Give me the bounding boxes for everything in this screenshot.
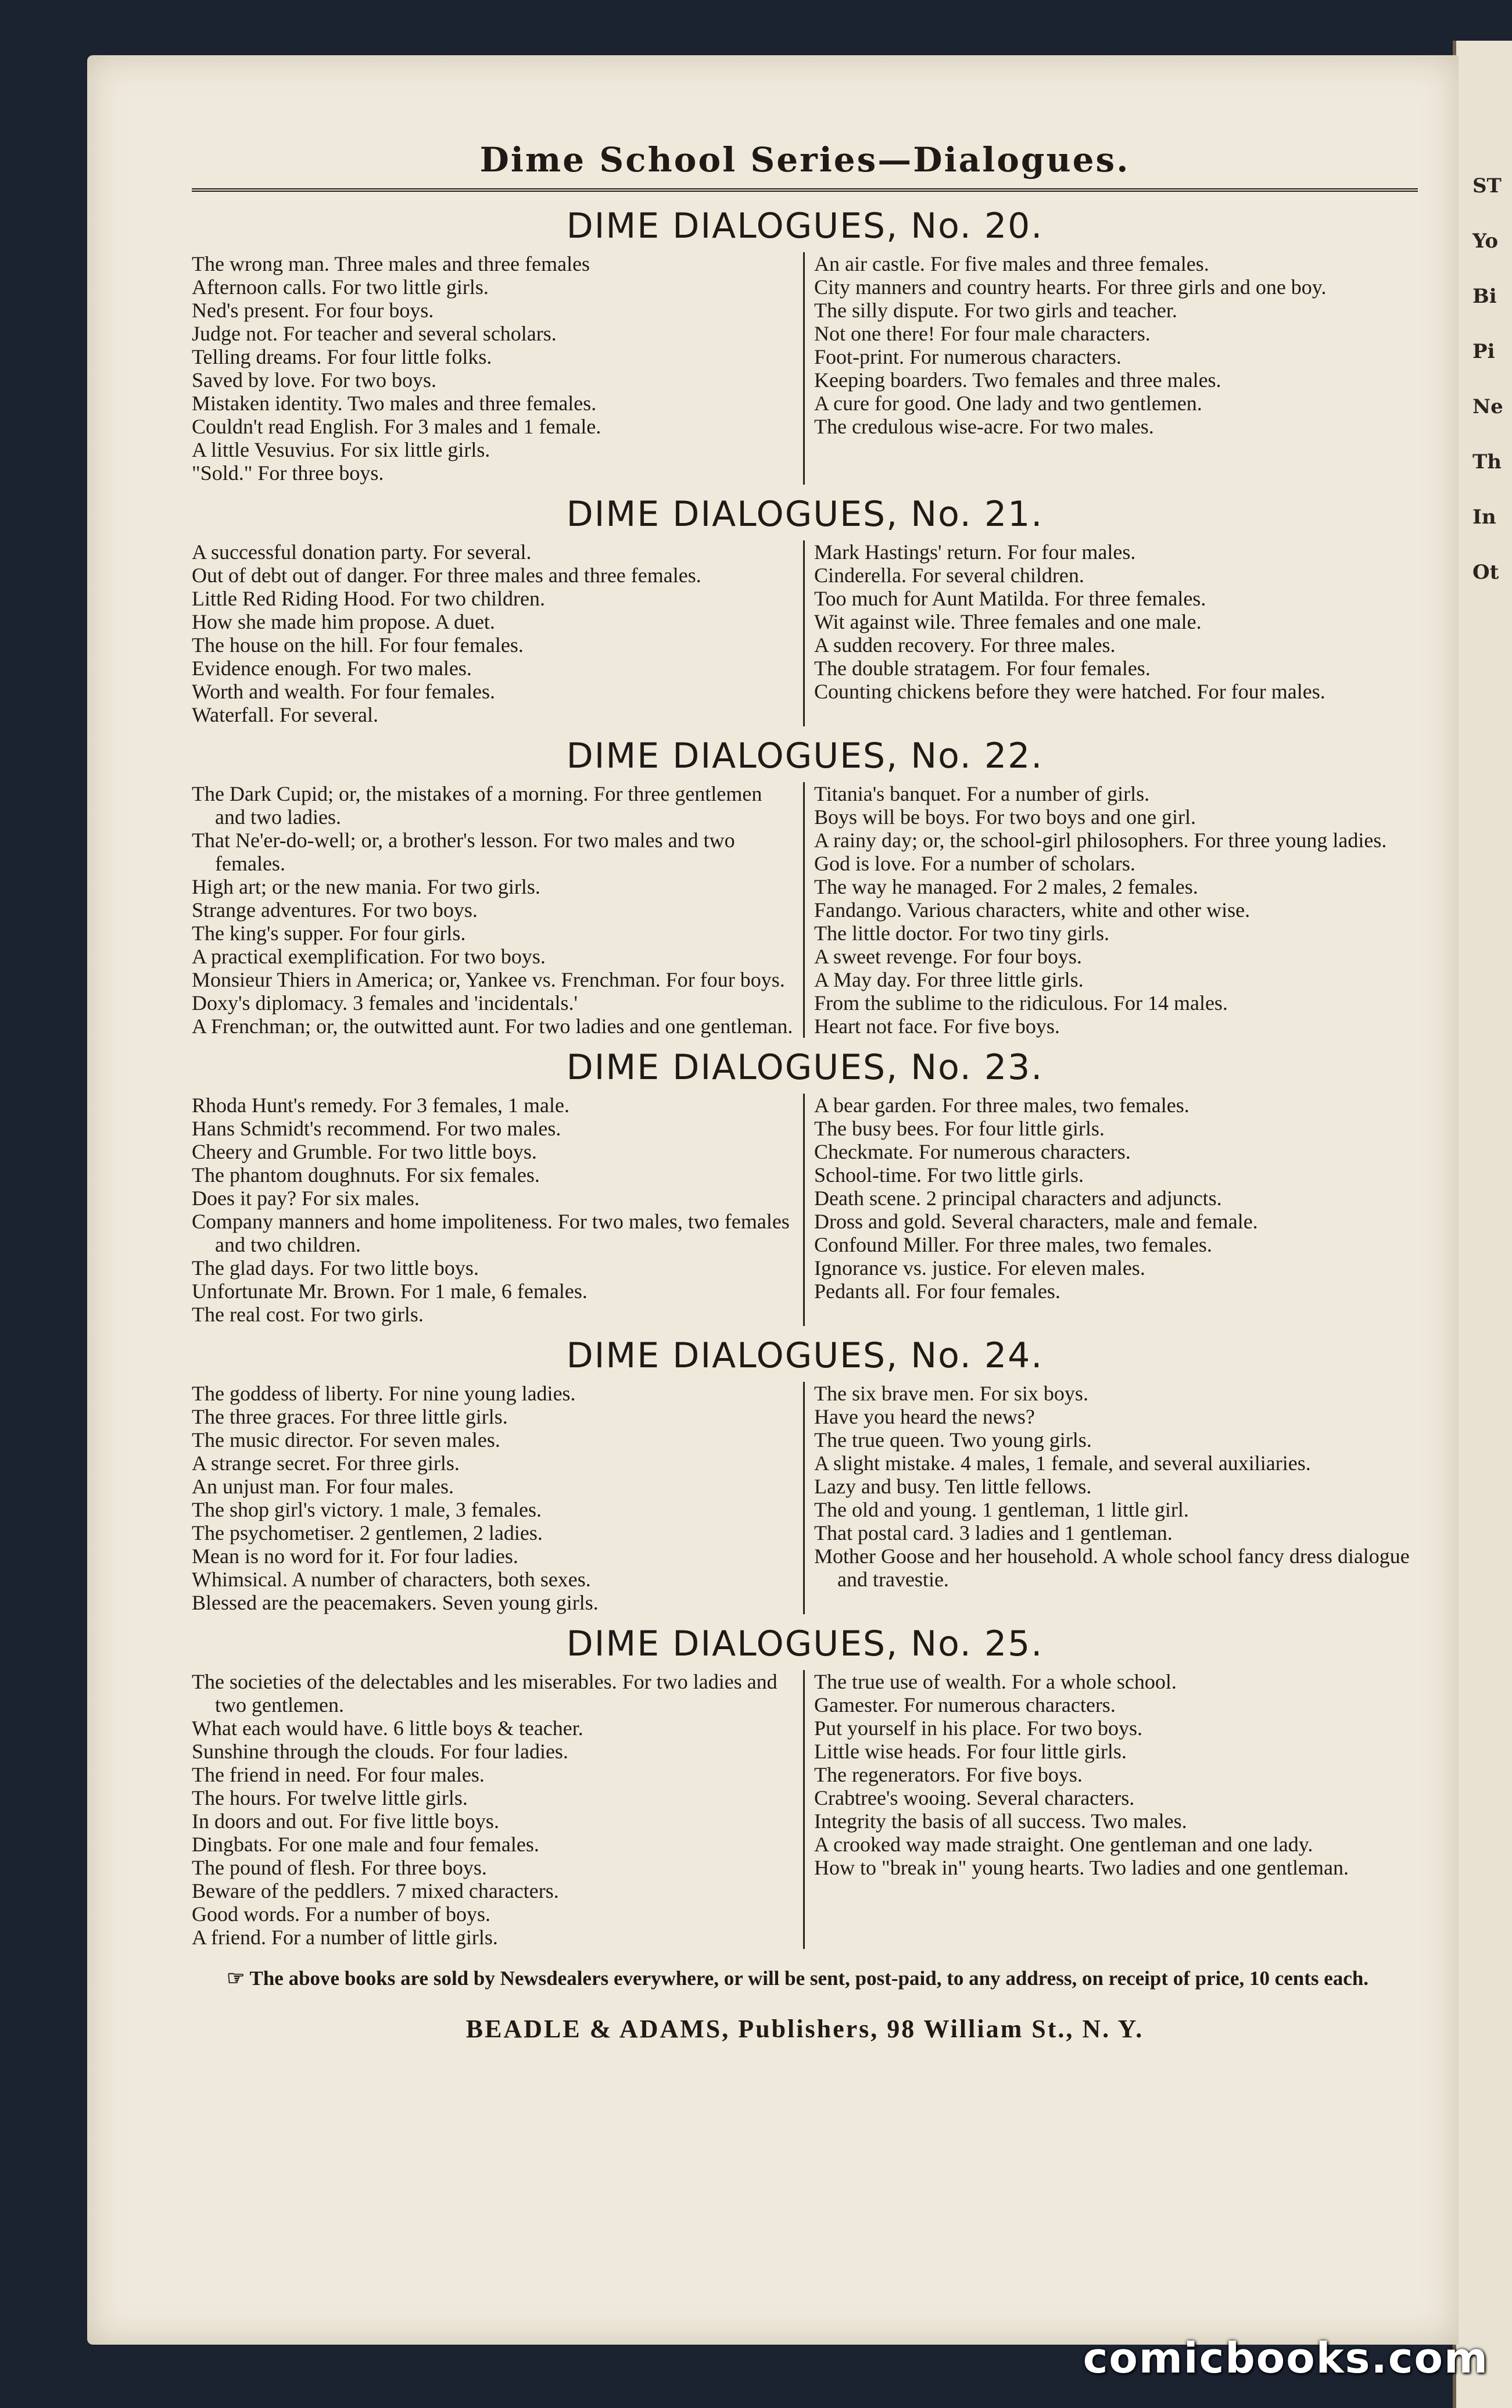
adjacent-page-fragment: Pi [1472,340,1495,363]
dialogue-entry: Confound Miller. For three males, two females. [814,1233,1212,1256]
section-columns [192,1670,1418,1949]
dialogue-entry: The credulous wise-acre. For two males. [814,415,1154,438]
section-columns [192,1094,1418,1326]
dialogue-entry: A May day. For three little girls. [814,968,1084,991]
dialogue-sections [192,205,1418,1949]
dialogue-entry: Integrity the basis of all success. Two males. [814,1809,1187,1833]
dialogue-entry: Wit against wile. Three females and one male. [814,610,1202,633]
dialogue-entry: Company manners and home impoliteness. For two males, two females and two children. [192,1210,790,1256]
ordering-note: ☞ The above books are sold by Newsdealers everywhere, or will be sent, post-paid, to any address, on receipt of price, 10 cents each. [227,1967,1369,1990]
section-title: DIME DIALOGUES, No. 22. [566,736,1044,776]
dialogue-entry: Gamester. For numerous characters. [814,1693,1116,1717]
dialogue-entry: Evidence enough. For two males. [192,657,472,680]
dialogue-entry: Titania's banquet. For a number of girls. [814,782,1150,805]
section-columns [192,540,1418,726]
dialogue-entry: Boys will be boys. For two boys and one girl. [814,805,1196,829]
dialogue-entry: A sweet revenge. For four boys. [814,945,1082,968]
dialogue-entry: A slight mistake. 4 males, 1 female, and several auxiliaries. [814,1452,1311,1475]
dialogue-entry: Not one there! For four male characters. [814,322,1151,345]
adjacent-page-edge [1453,41,1512,2408]
dialogue-entry: How to "break in" young hearts. Two ladies and one gentleman. [814,1856,1349,1879]
dialogue-entry: Strange adventures. For two boys. [192,898,478,922]
dialogue-entry: A cure for good. One lady and two gentlemen. [814,392,1202,415]
section-title: DIME DIALOGUES, No. 21. [566,494,1044,535]
page-content [192,134,1418,2044]
dialogue-entry: The goddess of liberty. For nine young ladies. [192,1382,576,1405]
dialogue-entry: Too much for Aunt Matilda. For three females. [814,587,1206,610]
dialogue-entry: The real cost. For two girls. [192,1303,424,1326]
dialogue-entry: An unjust man. For four males. [192,1475,454,1498]
dialogue-entry: The true queen. Two young girls. [814,1428,1092,1452]
dialogue-entry: City manners and country hearts. For three girls and one boy. [814,275,1327,299]
dialogue-entry: The little doctor. For two tiny girls. [814,922,1109,945]
dialogue-entry: The three graces. For three little girls. [192,1405,508,1428]
dialogue-entry: Good words. For a number of boys. [192,1902,490,1926]
dialogue-entry: Death scene. 2 principal characters and adjuncts. [814,1187,1222,1210]
dialogue-entry: Lazy and busy. Ten little fellows. [814,1475,1092,1498]
dialogue-entry: The music director. For seven males. [192,1428,500,1452]
dialogue-entry: How she made him propose. A duet. [192,610,495,633]
dialogue-entry: Heart not face. For five boys. [814,1015,1060,1038]
dialogue-entry: A successful donation party. For several. [192,540,532,564]
dialogue-entry: A sudden recovery. For three males. [814,633,1116,657]
dialogue-entry: Fandango. Various characters, white and other wise. [814,898,1251,922]
dialogue-entry: The regenerators. For five boys. [814,1763,1083,1786]
dialogue-entry: Blessed are the peacemakers. Seven young girls. [192,1591,599,1614]
dialogue-entry: In doors and out. For five little boys. [192,1809,499,1833]
right-column [805,252,1418,485]
adjacent-page-fragment: Th [1472,450,1502,474]
dialogue-entry: The busy bees. For four little girls. [814,1117,1105,1140]
dialogue-entry: Mother Goose and her household. A whole school fancy dress dialogue and travestie. [814,1545,1410,1591]
right-column [805,540,1418,726]
dialogue-entry: The glad days. For two little boys. [192,1256,479,1280]
dialogue-entry: Unfortunate Mr. Brown. For 1 male, 6 females. [192,1280,587,1303]
left-column [192,1382,805,1614]
left-column [192,1670,805,1949]
section-columns [192,1382,1418,1614]
dialogue-entry: The six brave men. For six boys. [814,1382,1088,1405]
adjacent-page-fragment: Bi [1472,285,1497,308]
adjacent-page-fragment: Ot [1472,561,1499,584]
dialogue-entry: Monsieur Thiers in America; or, Yankee vs. Frenchman. For four boys. [192,968,785,991]
section-title: DIME DIALOGUES, No. 23. [566,1047,1044,1088]
dialogue-entry: High art; or the new mania. For two girls. [192,875,540,898]
dialogue-entry: Telling dreams. For four little folks. [192,345,492,368]
dialogue-entry: Couldn't read English. For 3 males and 1 female. [192,415,601,438]
adjacent-page-fragment: ST [1472,174,1502,198]
dialogue-entry: Pedants all. For four females. [814,1280,1060,1303]
dialogue-entry: Counting chickens before they were hatched. For four males. [814,680,1325,703]
dialogue-section [192,1046,1418,1326]
dialogue-entry: Ned's present. For four boys. [192,299,434,322]
dialogue-entry: Ignorance vs. justice. For eleven males. [814,1256,1145,1280]
publisher-imprint: BEADLE & ADAMS, Publishers, 98 William St., N. Y. [465,2015,1144,2043]
dialogue-entry: "Sold." For three boys. [192,461,384,485]
dialogue-entry: The old and young. 1 gentleman, 1 little girl. [814,1498,1189,1521]
dialogue-entry: That postal card. 3 ladies and 1 gentleman. [814,1521,1173,1545]
dialogue-entry: Have you heard the news? [814,1405,1035,1428]
dialogue-entry: Cheery and Grumble. For two little boys. [192,1140,537,1163]
dialogue-entry: Mistaken identity. Two males and three females. [192,392,597,415]
dialogue-entry: Crabtree's wooing. Several characters. [814,1786,1135,1809]
dialogue-entry: Foot-print. For numerous characters. [814,345,1122,368]
dialogue-section [192,1334,1418,1614]
right-column [805,782,1418,1038]
dialogue-entry: The hours. For twelve little girls. [192,1786,468,1809]
left-column [192,540,805,726]
running-head: Dime School Series—Dialogues. [479,140,1130,180]
dialogue-entry: The societies of the delectables and les miserables. For two ladies and two gentlemen. [192,1670,778,1717]
dialogue-entry: That Ne'er-do-well; or, a brother's lesson. For two males and two females. [192,829,735,875]
dialogue-entry: Put yourself in his place. For two boys. [814,1717,1142,1740]
right-column [805,1670,1418,1949]
dialogue-entry: Cinderella. For several children. [814,564,1084,587]
dialogue-entry: A strange secret. For three girls. [192,1452,460,1475]
dialogue-entry: Sunshine through the clouds. For four ladies. [192,1740,568,1763]
left-column [192,1094,805,1326]
dialogue-entry: A friend. For a number of little girls. [192,1926,498,1949]
dialogue-entry: Whimsical. A number of characters, both sexes. [192,1568,591,1591]
dialogue-entry: Doxy's diplomacy. 3 females and 'incidentals.' [192,991,578,1015]
dialogue-entry: Out of debt out of danger. For three males and three females. [192,564,701,587]
dialogue-entry: A crooked way made straight. One gentleman and one lady. [814,1833,1313,1856]
dialogue-entry: Hans Schmidt's recommend. For two males. [192,1117,561,1140]
dialogue-entry: The friend in need. For four males. [192,1763,485,1786]
section-title: DIME DIALOGUES, No. 24. [566,1335,1044,1376]
dialogue-entry: Checkmate. For numerous characters. [814,1140,1131,1163]
dialogue-entry: From the sublime to the ridiculous. For 14 males. [814,991,1228,1015]
dialogue-entry: Saved by love. For two boys. [192,368,436,392]
section-title: DIME DIALOGUES, No. 20. [566,206,1044,246]
dialogue-section [192,493,1418,726]
dialogue-entry: School-time. For two little girls. [814,1163,1084,1187]
dialogue-entry: The shop girl's victory. 1 male, 3 females. [192,1498,542,1521]
dialogue-section [192,734,1418,1038]
dialogue-entry: An air castle. For five males and three females. [814,252,1209,275]
dialogue-entry: A practical exemplification. For two boys. [192,945,546,968]
dialogue-entry: The psychometiser. 2 gentlemen, 2 ladies. [192,1521,543,1545]
dialogue-entry: Does it pay? For six males. [192,1187,420,1210]
dialogue-entry: Keeping boarders. Two females and three males. [814,368,1221,392]
dialogue-entry: Mark Hastings' return. For four males. [814,540,1136,564]
left-column [192,252,805,485]
dialogue-entry: Rhoda Hunt's remedy. For 3 females, 1 male. [192,1094,570,1117]
dialogue-entry: Little Red Riding Hood. For two children. [192,587,545,610]
dialogue-entry: Little wise heads. For four little girls. [814,1740,1127,1763]
right-column [805,1382,1418,1614]
dialogue-entry: Judge not. For teacher and several scholars. [192,322,557,345]
dialogue-section [192,205,1418,485]
dialogue-entry: Dingbats. For one male and four females. [192,1833,539,1856]
dialogue-entry: A bear garden. For three males, two females. [814,1094,1189,1117]
section-columns [192,252,1418,485]
dialogue-entry: God is love. For a number of scholars. [814,852,1135,875]
dialogue-entry: The wrong man. Three males and three females [192,252,590,275]
dialogue-entry: The Dark Cupid; or, the mistakes of a morning. For three gentlemen and two ladies. [192,782,762,829]
section-columns [192,782,1418,1038]
adjacent-page-fragment: Ne [1472,395,1503,418]
adjacent-page-fragment: Yo [1472,230,1498,253]
dialogue-entry: What each would have. 6 little boys & teacher. [192,1717,583,1740]
dialogue-entry: A Frenchman; or, the outwitted aunt. For two ladies and one gentleman. [192,1015,793,1038]
dialogue-entry: Afternoon calls. For two little girls. [192,275,489,299]
left-column [192,782,805,1038]
dialogue-entry: A little Vesuvius. For six little girls. [192,438,490,461]
dialogue-entry: The true use of wealth. For a whole school. [814,1670,1177,1693]
dialogue-entry: Worth and wealth. For four females. [192,680,495,703]
dialogue-entry: The king's supper. For four girls. [192,922,466,945]
dialogue-entry: The double stratagem. For four females. [814,657,1151,680]
dialogue-entry: Dross and gold. Several characters, male and female. [814,1210,1258,1233]
dialogue-entry: The house on the hill. For four females. [192,633,524,657]
dialogue-section [192,1622,1418,1949]
dialogue-entry: Mean is no word for it. For four ladies. [192,1545,518,1568]
site-watermark: comicbooks.com [1083,2334,1489,2382]
section-title: DIME DIALOGUES, No. 25. [566,1624,1044,1664]
dialogue-entry: Beware of the peddlers. 7 mixed characters. [192,1879,559,1902]
right-column [805,1094,1418,1326]
dialogue-entry: The pound of flesh. For three boys. [192,1856,487,1879]
dialogue-entry: The way he managed. For 2 males, 2 females. [814,875,1198,898]
dialogue-entry: The silly dispute. For two girls and teacher. [814,299,1177,322]
dialogue-entry: The phantom doughnuts. For six females. [192,1163,540,1187]
adjacent-page-fragment: In [1472,506,1496,529]
header-rule [192,188,1418,192]
dialogue-entry: A rainy day; or, the school-girl philosophers. For three young ladies. [814,829,1387,852]
dialogue-entry: Waterfall. For several. [192,703,378,726]
